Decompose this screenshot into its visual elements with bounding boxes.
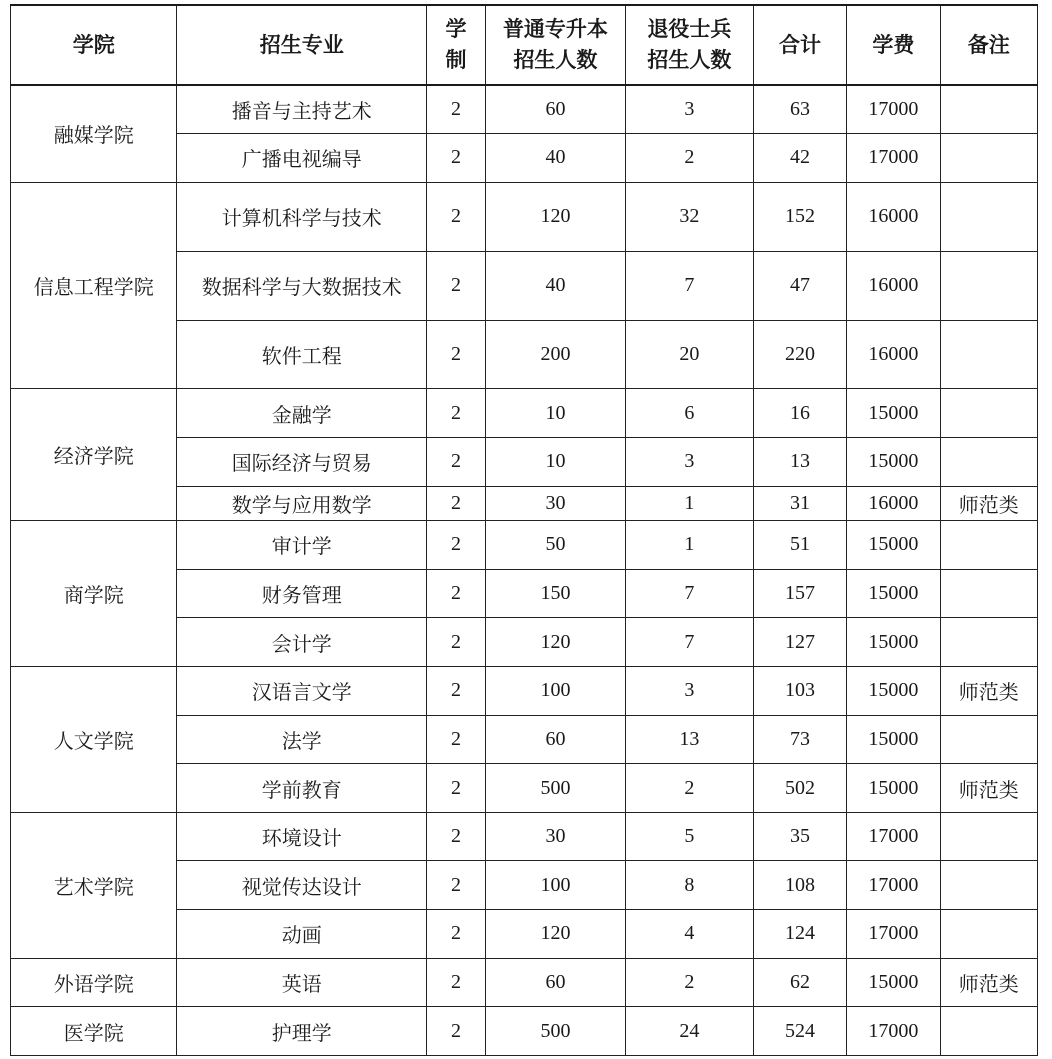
note-cell (940, 569, 1037, 618)
note-cell (940, 438, 1037, 487)
header-veteran-line2: 招生人数 (647, 48, 732, 72)
table-row (11, 389, 1038, 438)
table-row (11, 958, 1038, 1007)
regular-quota-cell: 40 (485, 134, 625, 183)
college-cell: 医学院 (11, 1007, 177, 1056)
table-row (11, 812, 1038, 861)
header-duration (427, 5, 486, 85)
note-cell: 师范类 (940, 958, 1037, 1007)
duration-cell: 2 (427, 618, 486, 667)
regular-quota-cell: 60 (485, 85, 625, 134)
tuition-cell: 15000 (847, 438, 940, 487)
college-cell: 经济学院 (11, 389, 177, 521)
regular-quota-cell: 10 (485, 389, 625, 438)
duration-cell: 2 (427, 1007, 486, 1056)
tuition-cell: 16000 (847, 251, 940, 320)
tuition-cell: 16000 (847, 182, 940, 251)
note-cell (940, 715, 1037, 764)
table-row (11, 182, 1038, 251)
major-cell: 法学 (177, 715, 427, 764)
regular-quota-cell: 120 (485, 910, 625, 959)
total-cell: 152 (753, 182, 846, 251)
regular-quota-cell: 30 (485, 812, 625, 861)
total-cell: 42 (753, 134, 846, 183)
major-cell: 金融学 (177, 389, 427, 438)
major-cell: 汉语言文学 (177, 666, 427, 715)
regular-quota-cell: 60 (485, 958, 625, 1007)
major-cell: 会计学 (177, 618, 427, 667)
duration-cell: 2 (427, 251, 486, 320)
total-cell: 31 (753, 486, 846, 520)
table-body (11, 85, 1038, 1056)
note-cell (940, 812, 1037, 861)
regular-quota-cell: 100 (485, 861, 625, 910)
table-row (11, 666, 1038, 715)
regular-quota-cell: 30 (485, 486, 625, 520)
total-cell: 51 (753, 521, 846, 570)
duration-cell: 2 (427, 958, 486, 1007)
tuition-cell: 15000 (847, 521, 940, 570)
duration-cell: 2 (427, 666, 486, 715)
total-cell: 108 (753, 861, 846, 910)
veteran-quota-cell: 6 (625, 389, 753, 438)
veteran-quota-cell: 4 (625, 910, 753, 959)
veteran-quota-cell: 7 (625, 251, 753, 320)
total-cell: 124 (753, 910, 846, 959)
tuition-cell: 15000 (847, 666, 940, 715)
header-regular-line2: 招生人数 (513, 48, 598, 72)
note-cell (940, 389, 1037, 438)
major-cell: 学前教育 (177, 764, 427, 813)
veteran-quota-cell: 3 (625, 438, 753, 487)
tuition-cell: 17000 (847, 861, 940, 910)
total-cell: 63 (753, 85, 846, 134)
major-cell: 财务管理 (177, 569, 427, 618)
header-duration-line1: 学 (445, 17, 467, 41)
regular-quota-cell: 50 (485, 521, 625, 570)
major-cell: 视觉传达设计 (177, 861, 427, 910)
duration-cell: 2 (427, 389, 486, 438)
total-cell: 73 (753, 715, 846, 764)
tuition-cell: 15000 (847, 764, 940, 813)
duration-cell: 2 (427, 486, 486, 520)
note-cell (940, 618, 1037, 667)
note-cell: 师范类 (940, 764, 1037, 813)
duration-cell: 2 (427, 764, 486, 813)
major-cell: 国际经济与贸易 (177, 438, 427, 487)
major-cell: 环境设计 (177, 812, 427, 861)
total-cell: 127 (753, 618, 846, 667)
veteran-quota-cell: 24 (625, 1007, 753, 1056)
veteran-quota-cell: 13 (625, 715, 753, 764)
note-cell (940, 910, 1037, 959)
college-cell: 融媒学院 (11, 85, 177, 182)
tuition-cell: 17000 (847, 134, 940, 183)
veteran-quota-cell: 3 (625, 85, 753, 134)
veteran-quota-cell: 2 (625, 134, 753, 183)
tuition-cell: 15000 (847, 569, 940, 618)
veteran-quota-cell: 20 (625, 320, 753, 389)
note-cell (940, 521, 1037, 570)
header-major: 招生专业 (177, 5, 427, 85)
college-cell: 外语学院 (11, 958, 177, 1007)
major-cell: 软件工程 (177, 320, 427, 389)
header-tuition: 学费 (847, 5, 940, 85)
header-regular-line1: 普通专升本 (502, 17, 608, 41)
table-row (11, 1007, 1038, 1056)
total-cell: 16 (753, 389, 846, 438)
tuition-cell: 15000 (847, 389, 940, 438)
veteran-quota-cell: 2 (625, 958, 753, 1007)
major-cell: 英语 (177, 958, 427, 1007)
college-cell: 人文学院 (11, 666, 177, 812)
tuition-cell: 15000 (847, 958, 940, 1007)
college-cell: 商学院 (11, 521, 177, 667)
header-duration-line2: 制 (445, 48, 467, 72)
duration-cell: 2 (427, 861, 486, 910)
duration-cell: 2 (427, 85, 486, 134)
tuition-cell: 17000 (847, 1007, 940, 1056)
note-cell: 师范类 (940, 486, 1037, 520)
duration-cell: 2 (427, 715, 486, 764)
veteran-quota-cell: 32 (625, 182, 753, 251)
major-cell: 广播电视编导 (177, 134, 427, 183)
tuition-cell: 17000 (847, 910, 940, 959)
note-cell (940, 85, 1037, 134)
note-cell (940, 251, 1037, 320)
duration-cell: 2 (427, 438, 486, 487)
header-veteran-quota (625, 5, 753, 85)
note-cell (940, 320, 1037, 389)
total-cell: 157 (753, 569, 846, 618)
major-cell: 动画 (177, 910, 427, 959)
regular-quota-cell: 120 (485, 182, 625, 251)
duration-cell: 2 (427, 812, 486, 861)
major-cell: 数据科学与大数据技术 (177, 251, 427, 320)
tuition-cell: 15000 (847, 618, 940, 667)
total-cell: 502 (753, 764, 846, 813)
tuition-cell: 16000 (847, 320, 940, 389)
regular-quota-cell: 10 (485, 438, 625, 487)
regular-quota-cell: 100 (485, 666, 625, 715)
regular-quota-cell: 500 (485, 764, 625, 813)
tuition-cell: 16000 (847, 486, 940, 520)
veteran-quota-cell: 2 (625, 764, 753, 813)
tuition-cell: 17000 (847, 812, 940, 861)
regular-quota-cell: 120 (485, 618, 625, 667)
major-cell: 计算机科学与技术 (177, 182, 427, 251)
duration-cell: 2 (427, 134, 486, 183)
header-regular-quota (485, 5, 625, 85)
major-cell: 护理学 (177, 1007, 427, 1056)
tuition-cell: 15000 (847, 715, 940, 764)
veteran-quota-cell: 7 (625, 618, 753, 667)
note-cell (940, 182, 1037, 251)
regular-quota-cell: 60 (485, 715, 625, 764)
major-cell: 播音与主持艺术 (177, 85, 427, 134)
regular-quota-cell: 150 (485, 569, 625, 618)
header-row (11, 5, 1038, 85)
major-cell: 数学与应用数学 (177, 486, 427, 520)
note-cell (940, 861, 1037, 910)
header-college: 学院 (11, 5, 177, 85)
total-cell: 62 (753, 958, 846, 1007)
note-cell (940, 1007, 1037, 1056)
veteran-quota-cell: 5 (625, 812, 753, 861)
note-cell: 师范类 (940, 666, 1037, 715)
regular-quota-cell: 40 (485, 251, 625, 320)
college-cell: 艺术学院 (11, 812, 177, 958)
duration-cell: 2 (427, 569, 486, 618)
total-cell: 220 (753, 320, 846, 389)
regular-quota-cell: 500 (485, 1007, 625, 1056)
table-row (11, 85, 1038, 134)
total-cell: 103 (753, 666, 846, 715)
major-cell: 审计学 (177, 521, 427, 570)
veteran-quota-cell: 8 (625, 861, 753, 910)
veteran-quota-cell: 3 (625, 666, 753, 715)
duration-cell: 2 (427, 521, 486, 570)
tuition-cell: 17000 (847, 85, 940, 134)
duration-cell: 2 (427, 182, 486, 251)
total-cell: 35 (753, 812, 846, 861)
duration-cell: 2 (427, 910, 486, 959)
header-veteran-line1: 退役士兵 (647, 17, 732, 41)
header-note: 备注 (940, 5, 1037, 85)
total-cell: 13 (753, 438, 846, 487)
note-cell (940, 134, 1037, 183)
admissions-table (10, 4, 1038, 1056)
total-cell: 47 (753, 251, 846, 320)
veteran-quota-cell: 1 (625, 486, 753, 520)
regular-quota-cell: 200 (485, 320, 625, 389)
college-cell: 信息工程学院 (11, 182, 177, 389)
veteran-quota-cell: 7 (625, 569, 753, 618)
header-total: 合计 (753, 5, 846, 85)
table-row (11, 521, 1038, 570)
veteran-quota-cell: 1 (625, 521, 753, 570)
total-cell: 524 (753, 1007, 846, 1056)
duration-cell: 2 (427, 320, 486, 389)
